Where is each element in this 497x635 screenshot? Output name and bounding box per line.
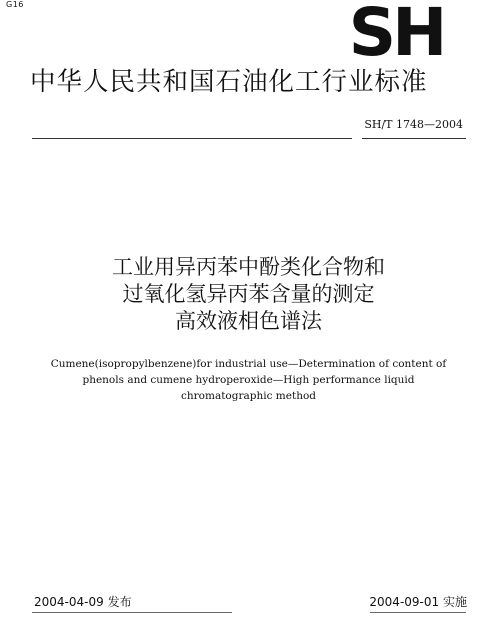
issue-date-label: 发布: [107, 595, 132, 609]
title-cn-line-3: 高效液相色谱法: [175, 309, 322, 333]
sh-logo-text: SH: [348, 2, 444, 58]
implementation-date-label: 实施: [442, 595, 467, 609]
footer-rule-left: [32, 612, 232, 613]
issue-date: [34, 593, 132, 610]
sh-logo: [322, 2, 470, 58]
header-rule-right: [362, 138, 466, 139]
title-en-line-2: phenols and cumene hydroperoxide—High performance liquid: [82, 374, 415, 386]
title-en-line-1: Cumene(isopropylbenzene)for industrial use—Determination of content of: [50, 358, 447, 370]
title-cn-line-2: 过氧化氢异丙苯含量的测定: [122, 282, 375, 306]
title-english: [30, 356, 467, 404]
implementation-date: [369, 593, 467, 610]
organization-name: 中华人民共和国石油化工行业标准: [30, 67, 428, 97]
footer-rule-right: [370, 612, 466, 613]
implementation-date-value: 2004-09-01: [369, 595, 440, 609]
header-rule-left: [32, 138, 352, 139]
title-en-line-3: chromatographic method: [181, 390, 316, 402]
ics-code: G16: [6, 0, 24, 9]
title-cn-line-1: 工业用异丙苯中酚类化合物和: [112, 255, 385, 279]
title-chinese: [0, 254, 497, 335]
sh-logo-icon: [322, 2, 470, 58]
issue-date-value: 2004-04-09: [34, 595, 104, 609]
standard-number: SH/T 1748—2004: [364, 118, 463, 131]
